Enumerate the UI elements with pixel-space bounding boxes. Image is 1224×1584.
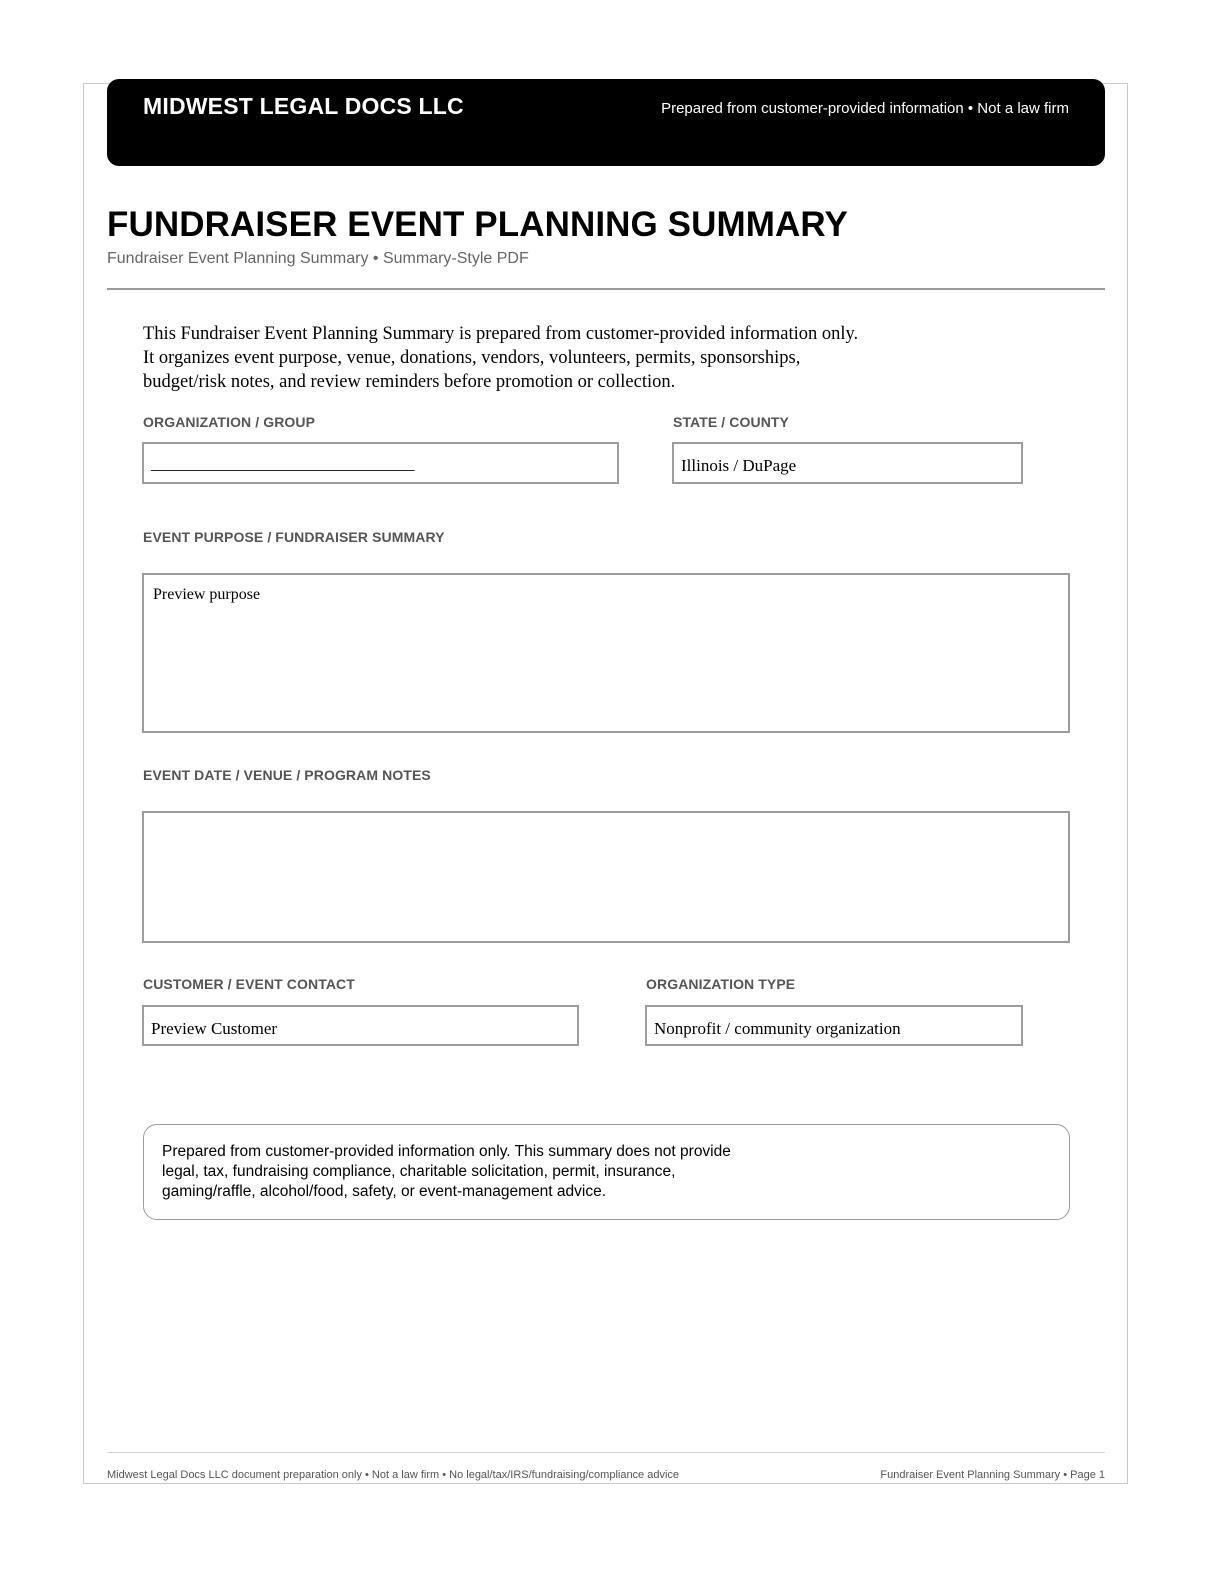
document-title: FUNDRAISER EVENT PLANNING SUMMARY	[107, 205, 848, 244]
event-date-venue-field[interactable]	[142, 811, 1070, 943]
intro-line: budget/risk notes, and review reminders before promotion or collection.	[143, 372, 676, 392]
footer-page-label: Fundraiser Event Planning Summary • Page 1	[880, 1469, 1105, 1481]
disclaimer-line: Prepared from customer-provided information only. This summary does not provide	[162, 1143, 731, 1160]
title-divider	[107, 288, 1105, 290]
intro-line: It organizes event purpose, venue, donations, vendors, volunteers, permits, sponsorships,	[143, 348, 801, 368]
organization-type-label: ORGANIZATION TYPE	[646, 976, 796, 992]
footer-divider	[107, 1452, 1105, 1453]
organization-value: _______________________________	[151, 454, 415, 473]
footer-left-text: Midwest Legal Docs LLC document preparation only • Not a law firm • No legal/tax/IRS/fundraising/compliance advice	[107, 1469, 680, 1481]
disclaimer-text	[162, 1142, 802, 1202]
page-frame	[83, 83, 1128, 1484]
disclaimer-box	[143, 1124, 1070, 1220]
organization-type-value: Nonprofit / community organization	[654, 1019, 901, 1038]
event-purpose-field[interactable]	[142, 573, 1070, 733]
customer-contact-value: Preview Customer	[151, 1019, 278, 1038]
customer-contact-label: CUSTOMER / EVENT CONTACT	[143, 976, 355, 992]
brand-name: MIDWEST LEGAL DOCS LLC	[143, 93, 464, 119]
event-purpose-value: Preview purpose	[153, 586, 261, 603]
event-purpose-label: EVENT PURPOSE / FUNDRAISER SUMMARY	[143, 529, 445, 545]
disclaimer-line: gaming/raffle, alcohol/food, safety, or event-management advice.	[162, 1183, 607, 1200]
organization-field[interactable]	[142, 442, 619, 484]
customer-contact-field[interactable]	[142, 1005, 579, 1046]
state-county-field[interactable]	[672, 442, 1023, 484]
disclaimer-line: legal, tax, fundraising compliance, charitable solicitation, permit, insurance,	[162, 1163, 676, 1180]
organization-type-field[interactable]	[645, 1005, 1023, 1046]
state-county-label: STATE / COUNTY	[673, 414, 789, 430]
event-date-venue-label: EVENT DATE / VENUE / PROGRAM NOTES	[143, 767, 431, 783]
intro-line: This Fundraiser Event Planning Summary is prepared from customer-provided information only.	[143, 324, 859, 344]
state-county-value: Illinois / DuPage	[681, 456, 797, 475]
header-note: Prepared from customer-provided information • Not a law firm	[661, 100, 1069, 117]
organization-label: ORGANIZATION / GROUP	[143, 414, 316, 430]
intro-paragraph	[143, 322, 943, 394]
document-subtitle: Fundraiser Event Planning Summary • Summary-Style PDF	[107, 250, 529, 267]
